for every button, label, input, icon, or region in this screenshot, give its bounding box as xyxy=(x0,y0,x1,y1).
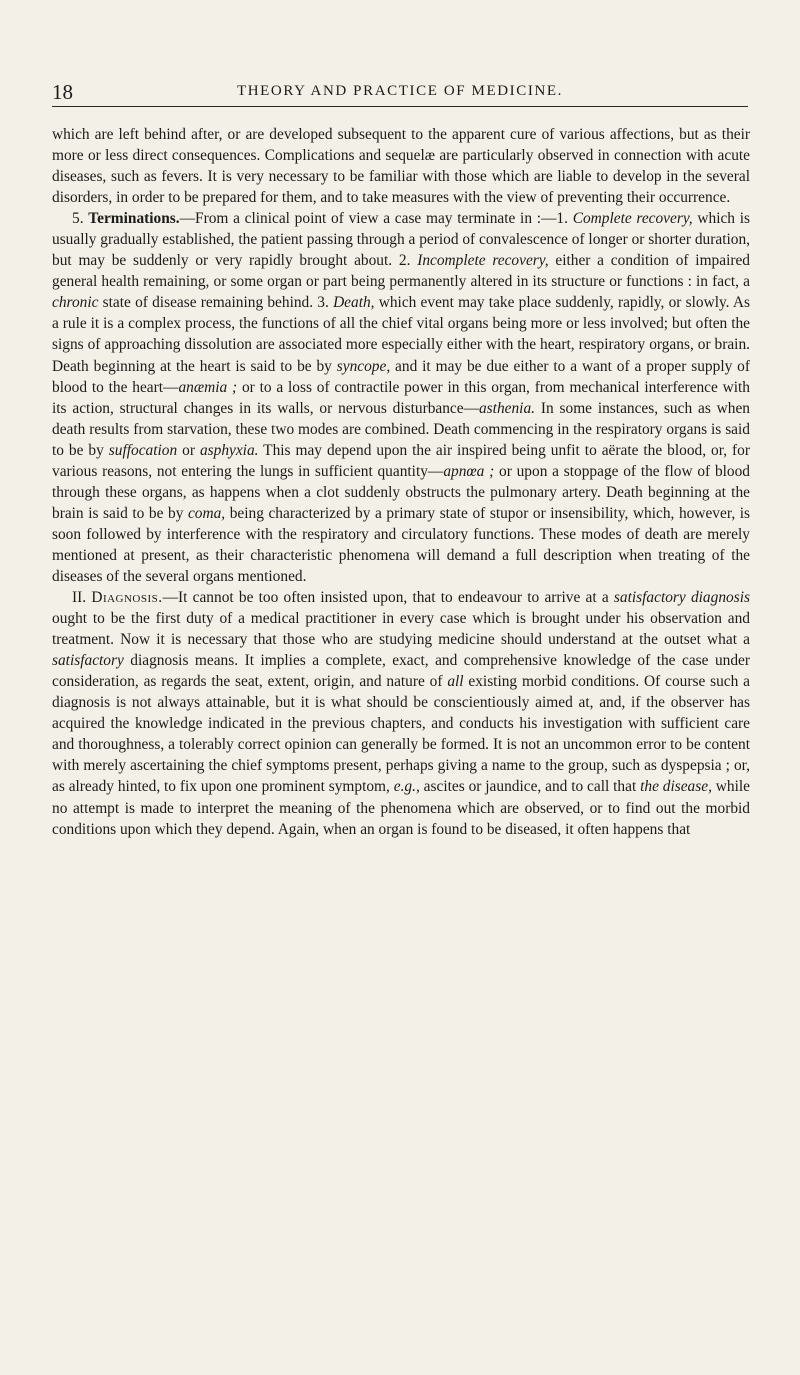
section-numeral: II. xyxy=(72,589,87,607)
text-run: diagnosis means. It implies a complete, exact, and comprehensive knowledge of the case under consideration, as regards the seat, extent, origin, and nature of xyxy=(52,652,750,691)
term-asthenia: asthenia. xyxy=(478,399,535,417)
paragraph-text: which are left behind after, or are developed subsequent to the apparent cure of various affections, but as their more or less direct consequences. Complications and sequelæ are particularly observed in connection with acute diseases, such as fevers. It is very necessary to be familiar with those which are liable to develop in the several disorders, in order to be prepared for them, and to take measures with the view of preventing their occurrence. xyxy=(52,126,750,207)
text-run: —It cannot be too often insisted upon, that to endeavour to arrive at a xyxy=(162,589,614,607)
text-run: ought to be the first duty of a medical practitioner in every case which is brought under his observation and treatment. Now it is necessary that those who are studying medicine should understand at the outset what a xyxy=(52,610,750,649)
term-apnoea: apnœa ; xyxy=(443,462,495,480)
text-run: or to a loss of contractile power in this organ, from mechanical interference with its action, structural changes in its walls, or nervous disturbance— xyxy=(52,378,750,417)
body-text xyxy=(52,124,750,840)
text-run: which event may take place suddenly, rapidly, or slowly. As a rule it is a complex process, the functions of all the chief vital organs being more or less involved; but often the signs of approaching dissolution are associated more especially either with the heart, respiratory organs, or brain. Death beginning at the heart is said to be by xyxy=(52,294,750,375)
term-suffocation: suffocation xyxy=(108,441,178,459)
term-eg: e.g., xyxy=(393,778,420,796)
text-run: or upon a stoppage of the flow of blood through these organs, as happens when a clot suddenly obstructs the pulmonary artery. Death beginning at the brain is said to be by xyxy=(52,462,750,522)
text-run: either a condition of impaired general health remaining, or some organ or part being permanently altered in its structure or functions : in fact, a xyxy=(52,252,750,291)
term-death: Death, xyxy=(333,294,375,312)
text-run: ascites or jaundice, and to call that xyxy=(419,778,641,796)
term-syncope: syncope, xyxy=(336,357,391,375)
text-run: existing morbid conditions. Of course such a diagnosis is not always attainable, but it is what should be conscientiously aimed at, and, if the observer has acquired the knowledge indicated in the previous chapters, and conducts his investigation with sufficient care and thoroughness, a tolerably correct opinion can generally be formed. It is not an uncommon error to be content with merely ascertaining the chief symptoms present, perhaps giving a name to the group, such as dyspepsia ; or, as already hinted, to fix upon one prominent symptom, xyxy=(52,673,750,796)
text-run: being characterized by a primary state of stupor or insensibility, which, however, is soon followed by interference with the respiratory and circulatory functions. These modes of death are merely mentioned at present, as their characteristic phenomena will demand a full description when treating of the diseases of the several organs mentioned. xyxy=(52,504,751,585)
text-run: state of disease remaining behind. 3. xyxy=(98,294,334,312)
paragraph-terminations xyxy=(52,208,750,587)
term-coma: coma, xyxy=(187,504,226,522)
text-run: while no attempt is made to interpret the meaning of the phenomena which are observed, or to find out the morbid conditions upon which they depend. Again, when an organ is found to be diseased, it often happens that xyxy=(52,778,751,838)
text-run: This may depend upon the air inspired being unfit to aërate the blood, or, for various reasons, not entering the lungs in sufficient quantity— xyxy=(52,441,750,480)
section-heading-terminations: Terminations. xyxy=(88,210,180,228)
page-number: 18 xyxy=(52,80,73,104)
text-run: which is usually gradually established, the patient passing through a period of convalescence of longer or shorter duration, but may be suddenly or very rapidly brought about. 2. xyxy=(52,210,750,270)
text-run: —From a clinical point of view a case may terminate in :—1. xyxy=(179,210,573,228)
term-satisfactory: satisfactory xyxy=(52,652,124,670)
running-head xyxy=(52,76,748,107)
term-complete-recovery: Complete recovery, xyxy=(572,210,693,228)
running-title: THEORY AND PRACTICE OF MEDICINE. xyxy=(236,83,564,99)
term-satisfactory-diagnosis: satisfactory diagnosis xyxy=(613,589,750,607)
term-all: all xyxy=(447,673,464,691)
term-chronic: chronic xyxy=(52,294,99,312)
paragraph-diagnosis xyxy=(52,587,750,840)
term-the-disease: the disease, xyxy=(640,778,712,796)
section-number: 5. xyxy=(72,210,84,228)
paragraph-complications-continued xyxy=(52,124,750,208)
text-run: and it may be due either to a want of a proper supply of blood to the heart— xyxy=(52,357,750,396)
term-anaemia: anæmia ; xyxy=(178,378,238,396)
term-incomplete-recovery: Incomplete recovery, xyxy=(417,252,549,270)
text-run: In some instances, such as when death results from starvation, these two modes are combined. Death commencing in the respiratory organs is said to be by xyxy=(52,399,750,459)
section-heading-diagnosis: Diagnosis. xyxy=(91,589,163,607)
text-run: or xyxy=(177,441,200,459)
term-asphyxia: asphyxia. xyxy=(199,441,259,459)
